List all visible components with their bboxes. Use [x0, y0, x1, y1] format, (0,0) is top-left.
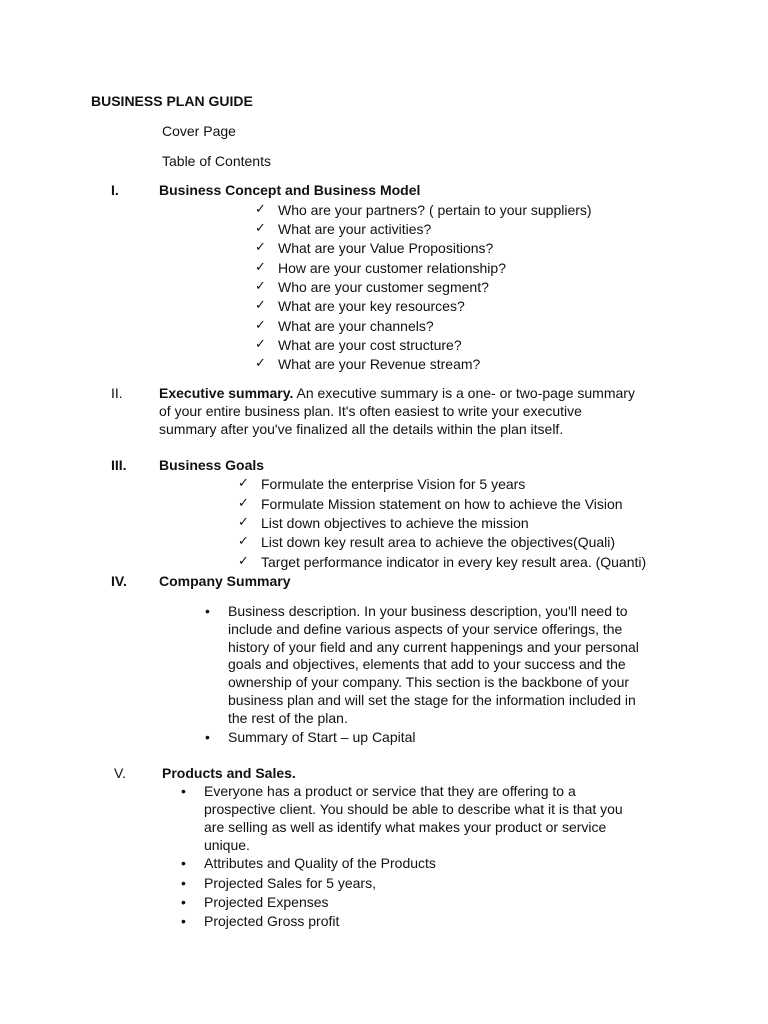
list-item: Formulate the enterprise Vision for 5 years	[261, 476, 526, 492]
checkmark-icon: ✓	[255, 201, 266, 216]
checkmark-icon: ✓	[238, 553, 249, 568]
bullet-icon: •	[205, 603, 210, 619]
paragraph-line: history of your field and any current happenings and your personal	[228, 639, 639, 655]
checkmark-icon: ✓	[238, 533, 249, 548]
list-item: Who are your customer segment?	[278, 279, 489, 295]
paragraph-line: goals and objectives, elements that add to your success and the	[228, 656, 626, 672]
list-item: Attributes and Quality of the Products	[204, 855, 436, 871]
section-2-paragraph-line: summary after you've finalized all the details within the plan itself.	[159, 421, 564, 437]
list-item: Projected Expenses	[204, 894, 329, 910]
bullet-icon: •	[205, 729, 210, 745]
checkmark-icon: ✓	[255, 355, 266, 370]
section-3-heading: Business Goals	[159, 457, 265, 473]
section-1-numeral: I.	[111, 182, 119, 198]
checkmark-icon: ✓	[255, 297, 266, 312]
paragraph-line: prospective client. You should be able to describe what it is that you	[204, 801, 623, 817]
cover-page-entry: Cover Page	[162, 123, 236, 139]
section-5-heading: Products and Sales.	[162, 765, 296, 781]
paragraph-line: business plan and will set the stage for the information included in	[228, 692, 636, 708]
section-4-numeral: IV.	[111, 573, 127, 589]
checkmark-icon: ✓	[255, 317, 266, 332]
list-item: Target performance indicator in every key result area. (Quanti)	[261, 554, 647, 570]
section-5-numeral: V.	[114, 765, 126, 781]
bullet-icon: •	[181, 894, 186, 910]
checkmark-icon: ✓	[255, 259, 266, 274]
section-2-paragraph-line: of your entire business plan. It's often easiest to write your executive	[159, 403, 582, 419]
paragraph-line: include and define various aspects of your service offerings, the	[228, 621, 623, 637]
bullet-icon: •	[181, 875, 186, 891]
section-2-heading: Executive summary.	[159, 385, 294, 401]
list-item: What are your key resources?	[278, 298, 465, 314]
table-of-contents-entry: Table of Contents	[162, 153, 271, 169]
paragraph-line: Everyone has a product or service that they are offering to a	[204, 783, 576, 799]
list-item: Who are your partners? ( pertain to your suppliers)	[278, 202, 592, 218]
document-title: BUSINESS PLAN GUIDE	[91, 93, 253, 109]
list-item: Summary of Start – up Capital	[228, 729, 416, 745]
section-2-text: An executive summary is a one- or two-page summary	[293, 385, 635, 401]
list-item: How are your customer relationship?	[278, 260, 506, 276]
checkmark-icon: ✓	[255, 239, 266, 254]
checkmark-icon: ✓	[238, 514, 249, 529]
paragraph-line: Business description. In your business description, you'll need to	[228, 603, 628, 619]
bullet-icon: •	[181, 855, 186, 871]
list-item: What are your Revenue stream?	[278, 356, 481, 372]
section-3-numeral: III.	[111, 457, 127, 473]
checkmark-icon: ✓	[255, 278, 266, 293]
section-2-numeral: II.	[111, 385, 123, 401]
paragraph-line: the rest of the plan.	[228, 710, 348, 726]
paragraph-line: ownership of your company. This section is the backbone of your	[228, 674, 630, 690]
paragraph-line: unique.	[204, 837, 250, 853]
list-item: What are your activities?	[278, 221, 432, 237]
checkmark-icon: ✓	[255, 336, 266, 351]
bullet-icon: •	[181, 783, 186, 799]
section-1-heading: Business Concept and Business Model	[159, 182, 421, 198]
list-item: List down key result area to achieve the objectives(Quali)	[261, 534, 616, 550]
checkmark-icon: ✓	[238, 475, 249, 490]
list-item: Projected Gross profit	[204, 913, 340, 929]
bullet-icon: •	[181, 913, 186, 929]
paragraph-line: are selling as well as identify what makes your product or service	[204, 819, 607, 835]
checkmark-icon: ✓	[255, 220, 266, 235]
list-item: What are your channels?	[278, 318, 434, 334]
list-item: List down objectives to achieve the mission	[261, 515, 529, 531]
checkmark-icon: ✓	[238, 495, 249, 510]
list-item: Formulate Mission statement on how to achieve the Vision	[261, 496, 623, 512]
section-4-heading: Company Summary	[159, 573, 291, 589]
list-item: What are your Value Propositions?	[278, 240, 494, 256]
list-item: What are your cost structure?	[278, 337, 462, 353]
list-item: Projected Sales for 5 years,	[204, 875, 376, 891]
section-2-paragraph-line	[159, 384, 635, 402]
